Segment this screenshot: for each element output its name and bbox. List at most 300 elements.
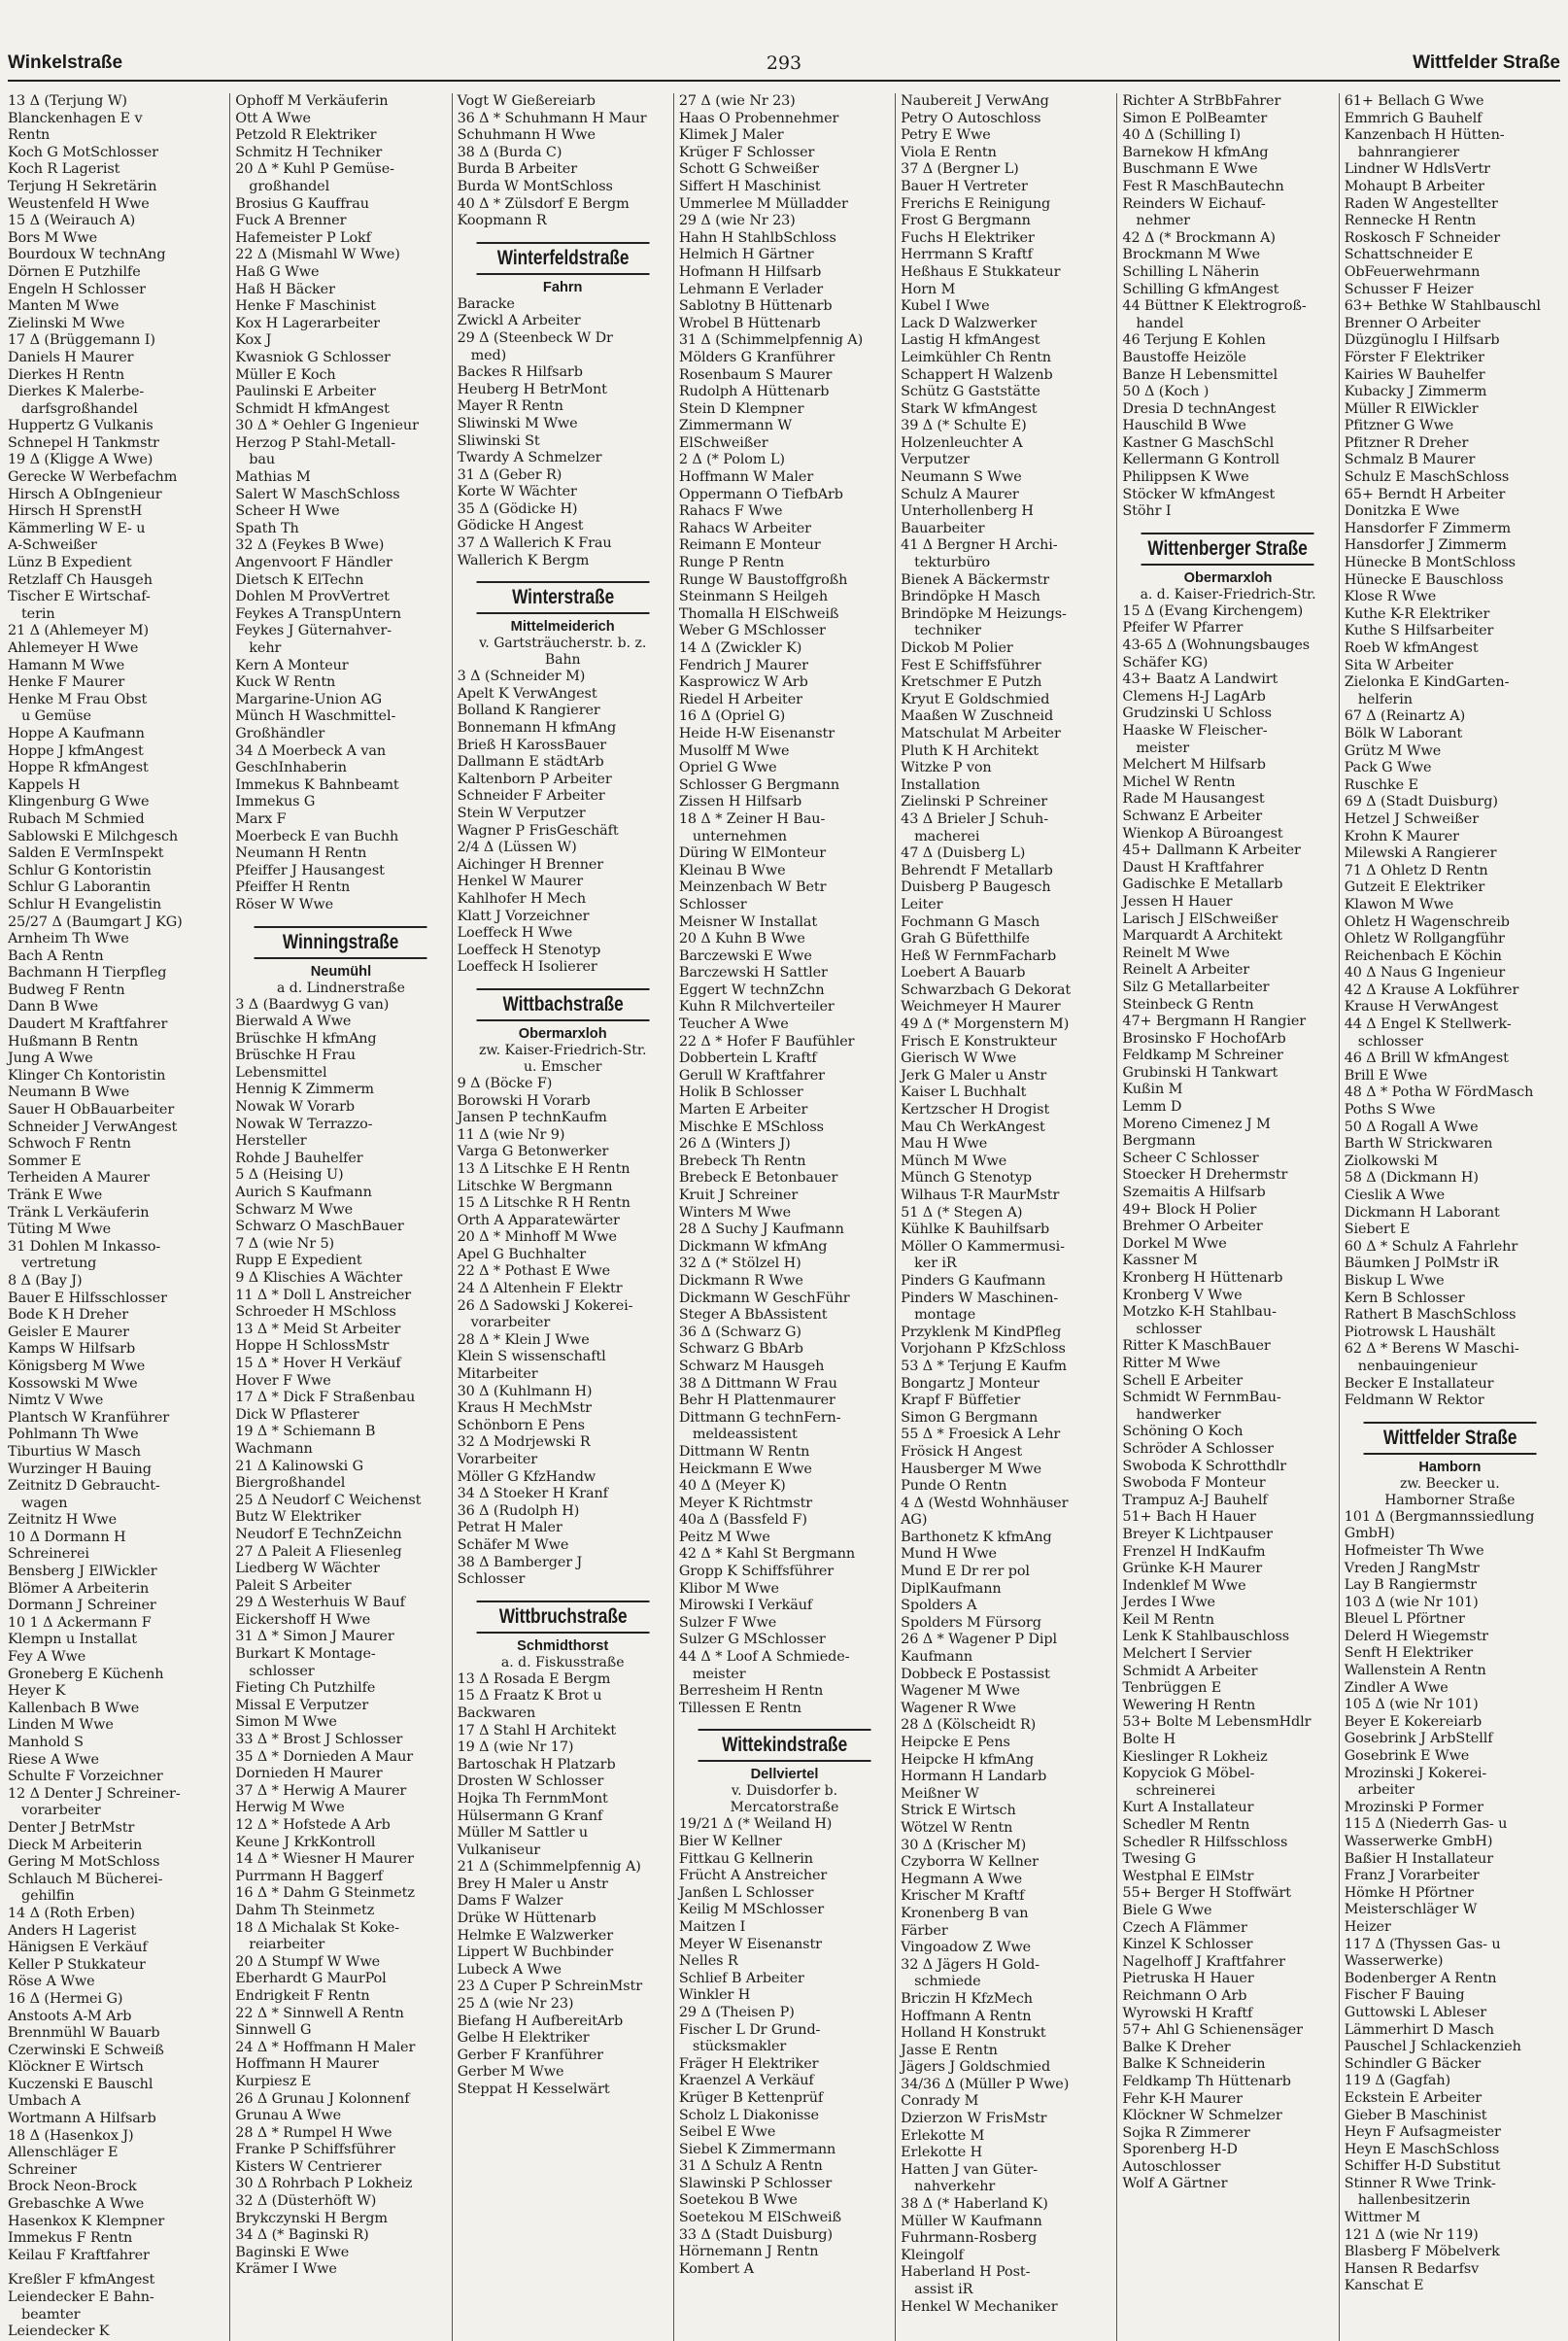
- entry-line: A-Schweißer: [8, 537, 97, 554]
- entry-line: Weber G MSchlosser: [678, 623, 826, 639]
- entry-continuation: montage: [914, 1307, 976, 1324]
- entry-line: Melchert I Servier: [1122, 1646, 1252, 1663]
- entry-line: Punde O Rentn: [901, 1478, 1007, 1495]
- entry-line: Klingenburg G Wwe: [8, 794, 150, 810]
- entry-line: Lämmerhirt D Masch: [1344, 2021, 1494, 2038]
- entry-line: Kossowski M Wwe: [8, 1375, 138, 1392]
- entry-line: Dzierzon W FrisMstr: [901, 2111, 1047, 2127]
- entry-line: Hoppe A Kaufmann: [8, 725, 145, 741]
- entry-line: Möller O Kammermusi-: [901, 1238, 1065, 1255]
- entry-line: Schreiner: [8, 2161, 77, 2178]
- house-number-line: 24 Δ Altenhein F Elektr: [457, 1281, 623, 1297]
- house-number-line: 16 Δ * Dahm G Steinmetz: [235, 1885, 415, 1902]
- house-number-line: 14 Δ (Zwickler K): [678, 640, 802, 656]
- entry-line: Kertzscher H Drogist: [901, 1102, 1050, 1119]
- entry-continuation: schlosser: [1136, 1321, 1202, 1337]
- entry-line: Meyer W Eisenanstr: [678, 1936, 822, 1952]
- entry-line: Frost G Bergmann: [901, 213, 1031, 229]
- entry-line: Marquardt A Architekt: [1122, 928, 1282, 945]
- entry-line: Brosius G Kauffrau: [235, 195, 369, 212]
- entry-line: Schell E Arbeiter: [1122, 1372, 1244, 1389]
- entry-line: Dobbertein L Kraftf: [678, 1050, 817, 1067]
- directory-columns: [8, 93, 1560, 2340]
- entry-line: Dohlen M ProvVertret: [235, 589, 390, 605]
- entry-line: Fuhrmann-Rosberg: [901, 2230, 1038, 2247]
- entry-line: Bolte H: [1122, 1732, 1176, 1748]
- entry-line: Feldkamp M Schreiner: [1122, 1048, 1283, 1064]
- house-number-line: 53 Δ * Terjung E Kaufm: [901, 1358, 1067, 1374]
- entry-line: Rentn: [8, 127, 51, 144]
- entry-line: Dormann J Schreiner: [8, 1598, 156, 1614]
- entry-line: Kronberg V Wwe: [1122, 1287, 1243, 1303]
- entry-line: Kern B Schlosser: [1344, 1290, 1465, 1306]
- entry-line: Kronenberg B van: [901, 1905, 1029, 1921]
- entry-line: Dallmann E städtArb: [457, 754, 604, 771]
- entry-line: Fuchs H Elektriker: [901, 229, 1035, 246]
- entry-line: Brykczynski H Bergm: [235, 2210, 388, 2226]
- entry-line: Kox J: [235, 332, 272, 349]
- entry-line: Horn M: [901, 281, 956, 297]
- entry-line: Sojka R Zimmerer: [1122, 2124, 1250, 2141]
- entry-line: Stark W kfmAngest: [901, 400, 1038, 417]
- house-number-line: 15 Δ (Evang Kirchengem): [1122, 602, 1304, 619]
- entry-line: Lubeck A Wwe: [457, 1961, 562, 1978]
- entry-line: Zissen H Hilfsarb: [678, 794, 802, 810]
- entry-line: Sinnwell G: [235, 2022, 312, 2039]
- entry-line: Zielinski P Schreiner: [901, 794, 1048, 810]
- house-number-line: 65+ Berndt H Arbeiter: [1344, 486, 1506, 502]
- entry-line: Ott A Wwe: [235, 110, 311, 126]
- entry-line: Brebeck E Betonbauer: [678, 1170, 838, 1187]
- entry-line: Heide H-W Eisenanstr: [678, 725, 835, 741]
- entry-line: Duisberg P Baugesch: [901, 879, 1051, 896]
- house-number-line: 32 Δ (* Stölzel H): [678, 1256, 801, 1272]
- entry-line: Lastig H kfmAngest: [901, 332, 1040, 349]
- house-number-line: 35 Δ * Dornieden A Maur: [235, 1748, 414, 1765]
- house-number-line: 49 Δ (* Morgenstern M): [901, 1016, 1070, 1033]
- entry-line: Rahacs F Wwe: [678, 503, 783, 520]
- entry-line: Musolff M Wwe: [678, 742, 790, 759]
- entry-line: Mitarbeiter: [457, 1366, 538, 1383]
- entry-line: Moreno Cimenez J M: [1122, 1116, 1271, 1132]
- entry-line: Ziolkowski M: [1344, 1153, 1439, 1169]
- house-number-line: 60 Δ * Schulz A Fahrlehr: [1344, 1238, 1518, 1255]
- entry-line: Sulzer G MSchlosser: [678, 1632, 826, 1648]
- entry-line: Wötzel W Rentn: [901, 1819, 1013, 1836]
- entry-line: Philippsen K Wwe: [1122, 469, 1249, 486]
- entry-line: Terjung H Sekretärin: [8, 178, 157, 194]
- entry-line: Kieslinger R Lokheiz: [1122, 1748, 1268, 1765]
- entry-line: Meisterschläger W: [1344, 1902, 1478, 1918]
- entry-line: Schuhmann H Wwe: [457, 127, 596, 144]
- entry-line: Installation: [901, 776, 980, 793]
- entry-line: Zindler A Wwe: [1344, 1679, 1449, 1696]
- entry-line: Runge P Rentn: [678, 555, 785, 571]
- entry-line: Ohletz H Wagenschreib: [1344, 913, 1510, 930]
- street-range-note: zw. Beecker u.: [1400, 1475, 1500, 1492]
- entry-line: Schedler M Rentn: [1122, 1817, 1250, 1833]
- house-number-line: 31 Dohlen M Inkasso-: [8, 1238, 161, 1255]
- house-number-line: 62 Δ * Berens W Maschi-: [1344, 1341, 1519, 1358]
- entry-line: Huppertz G Vulkanis: [8, 418, 153, 434]
- entry-line: Dornieden H Maurer: [235, 1766, 383, 1782]
- house-number-line: 40 Δ * Zülsdorf E Bergm: [457, 195, 630, 212]
- entry-line: Ruschke E: [1344, 776, 1418, 793]
- entry-line: Hofmeister Th Wwe: [1344, 1542, 1484, 1559]
- entry-line: Rubach M Schmied: [8, 810, 145, 827]
- entry-line: Schott G Schweißer: [678, 161, 819, 178]
- entry-line: Tränk E Wwe: [8, 1188, 103, 1203]
- house-number-line: 43 Δ Brieler J Schuh-: [901, 810, 1048, 827]
- entry-line: Wallenstein A Rentn: [1344, 1663, 1486, 1679]
- entry-line: Heuberg H BetrMont: [457, 381, 607, 397]
- entry-line: Kappels H: [8, 776, 81, 793]
- house-number-line: 19 Δ (wie Nr 17): [457, 1739, 574, 1756]
- entry-line: Marten E Arbeiter: [678, 1102, 808, 1119]
- entry-line: Schwarzbach G Dekorat: [901, 981, 1072, 998]
- entry-line: Bode K H Dreher: [8, 1307, 129, 1324]
- entry-line: Gerull W Kraftfahrer: [678, 1067, 825, 1084]
- entry-line: Heßhaus E Stukkateur: [901, 263, 1061, 280]
- entry-line: Hojka Th FernmMont: [457, 1790, 608, 1807]
- entry-line: Siffert H Maschinist: [678, 178, 821, 194]
- house-number-line: 44 Δ * Loof A Schmiede-: [678, 1649, 850, 1666]
- entry-line: Reichmann O Arb: [1122, 1987, 1247, 2004]
- entry-line: Schmidt W FernmBau-: [1122, 1390, 1281, 1406]
- house-number-line: 50 Δ Rogall A Wwe: [1344, 1119, 1479, 1135]
- house-number-line: 17 Δ (Brüggemann I): [8, 332, 155, 349]
- entry-line: Gosebrink E Wwe: [1344, 1748, 1470, 1765]
- entry-continuation: tekturbüro: [914, 555, 991, 571]
- entry-line: Kallenbach B Wwe: [8, 1700, 140, 1716]
- entry-line: Kruit J Schreiner: [678, 1188, 799, 1203]
- entry-line: Immekus K Bahnbeamt: [235, 776, 399, 793]
- district-name: Hamborn: [1418, 1459, 1482, 1475]
- house-number-line: 26 Δ Grunau J Kolonnenf: [235, 2090, 410, 2107]
- entry-line: Czyborra W Kellner: [901, 1854, 1039, 1871]
- entry-line: Rudolph A Hüttenarb: [678, 384, 830, 400]
- entry-line: Schappert H Walzenb: [901, 366, 1053, 383]
- entry-line: Hausberger M Wwe: [901, 1461, 1042, 1477]
- entry-line: Münch H Waschmittel-: [235, 708, 396, 725]
- entry-line: Sablotny B Hüttenarb: [678, 298, 833, 315]
- entry-line: Paleit S Arbeiter: [235, 1577, 352, 1594]
- house-number-line: 19/21 Δ (* Weiland H): [678, 1816, 833, 1833]
- entry-line: Hußmann B Rentn: [8, 1033, 139, 1050]
- entry-line: Bölk W Laborant: [1344, 725, 1463, 741]
- entry-line: Fieting Ch Putzhilfe: [235, 1680, 376, 1697]
- house-number-line: 41 Δ Bergner H Archi-: [901, 537, 1058, 554]
- entry-line: Heipcke E Pens: [901, 1735, 1010, 1750]
- entry-line: Roeb W kfmAngest: [1344, 640, 1479, 656]
- entry-line: Brennmühl W Bauarb: [8, 2025, 160, 2042]
- entry-line: Meißner W: [901, 1785, 979, 1802]
- house-number-line: 11 Δ * Doll L Anstreicher: [235, 1287, 412, 1303]
- entry-line: Teucher A Wwe: [678, 1016, 789, 1033]
- entry-line: Nimtz V Wwe: [8, 1393, 104, 1409]
- entry-line: Heipcke H kfmAng: [901, 1751, 1034, 1768]
- entry-line: Litschke W Bergmann: [457, 1178, 613, 1194]
- entry-line: Peitz M Wwe: [678, 1529, 770, 1545]
- entry-line: Heizer: [1344, 1918, 1391, 1935]
- entry-continuation: schreinerei: [1136, 1782, 1215, 1799]
- entry-continuation: techniker: [914, 623, 981, 639]
- entry-line: Jerdes I Wwe: [1122, 1595, 1215, 1611]
- house-number-line: 33 Δ (Stadt Duisburg): [678, 2226, 833, 2243]
- street-range-note: Mercatorstraße: [730, 1800, 839, 1816]
- house-number-line: 29 Δ (Steenbeck W Dr: [457, 329, 613, 346]
- entry-line: Großhändler: [235, 725, 325, 741]
- entry-line: Apel G Buchhalter: [457, 1246, 587, 1262]
- entry-line: Balke K Schneiderin: [1122, 2056, 1266, 2073]
- house-number-line: 13 Δ Rosada E Bergm: [457, 1670, 611, 1687]
- entry-line: Kretschmer E Putzh: [901, 674, 1042, 691]
- entry-line: Pinders W Maschinen-: [901, 1290, 1059, 1306]
- entry-line: Rennecke H Rentn: [1344, 213, 1477, 229]
- entry-line: Loebert A Bauarb: [901, 965, 1026, 981]
- entry-line: Behr H Plattenmaurer: [678, 1393, 835, 1409]
- house-number-line: 22 Δ * Hofer F Baufühler: [678, 1033, 855, 1050]
- entry-line: Czerwinski E Schweiß: [8, 2042, 164, 2058]
- entry-continuation: med): [470, 347, 507, 363]
- entry-line: Kopyciok G Möbel-: [1122, 1766, 1255, 1782]
- entry-line: Schmitz H Techniker: [235, 144, 383, 160]
- entry-continuation: großhandel: [249, 178, 330, 194]
- house-number-line: 33 Δ * Brost J Schlosser: [235, 1732, 403, 1748]
- entry-line: Wrobel B Hüttenarb: [678, 315, 821, 331]
- entry-line: Fest R MaschBautechn: [1122, 178, 1284, 194]
- entry-line: Krohn K Maurer: [1344, 828, 1459, 844]
- entry-line: Mirowski I Verkäuf: [678, 1598, 813, 1614]
- entry-line: Pfeifer W Pfarrer: [1122, 620, 1244, 637]
- entry-line: Plantsch W Kranführer: [8, 1409, 170, 1426]
- entry-line: Baginski E Wwe: [235, 2244, 350, 2260]
- house-number-line: 25 Δ (wie Nr 23): [457, 1996, 574, 2013]
- house-number-line: 27 Δ (wie Nr 23): [678, 93, 796, 109]
- entry-line: Gelbe H Elektriker: [457, 2030, 590, 2047]
- house-number-line: 51 Δ (* Stegen A): [901, 1204, 1023, 1221]
- house-number-line: 16 Δ (Hermei G): [8, 1990, 123, 2007]
- district-name: Neumühl: [310, 963, 372, 980]
- entry-line: Krapf F Büffetier: [901, 1393, 1021, 1409]
- house-number-line: 49+ Block H Polier: [1122, 1201, 1257, 1218]
- entry-continuation: ker iR: [914, 1256, 957, 1272]
- entry-line: Hänigsen E Verkäuf: [8, 1940, 148, 1956]
- entry-line: Schedler R Hilfsschloss: [1122, 1834, 1288, 1850]
- entry-line: Hoppe R kfmAngest: [8, 760, 149, 776]
- entry-line: Feldmann W Rektor: [1344, 1393, 1484, 1409]
- house-number-line: 27 Δ Paleit A Fliesenleg: [235, 1543, 402, 1560]
- entry-line: Leiendecker E Bahn-: [8, 2289, 154, 2305]
- entry-line: Heß W FernmFacharb: [901, 947, 1057, 964]
- entry-line: Spolders A: [901, 1598, 977, 1614]
- house-number-line: 42 Δ * Kahl St Bergmann: [678, 1546, 856, 1563]
- entry-line: Pauschel J Schlackenzieh: [1344, 2039, 1521, 2055]
- entry-line: Beyer E Kokereiarb: [1344, 1713, 1483, 1730]
- entry-line: Brill E Wwe: [1344, 1067, 1428, 1084]
- entry-line: Bourdoux W technAng: [8, 247, 166, 263]
- entry-line: Jasse E Rentn: [901, 2042, 998, 2058]
- house-number-line: 18 Δ * Zeiner H Bau-: [678, 810, 826, 827]
- entry-line: Arnheim Th Wwe: [8, 931, 129, 947]
- entry-line: Ummerlee M Mülladder: [678, 195, 848, 212]
- entry-continuation: helferin: [1357, 691, 1413, 707]
- entry-line: Steinbeck G Rentn: [1122, 996, 1254, 1013]
- entry-line: Wurzinger H Bauing: [8, 1461, 152, 1477]
- entry-line: Kinzel K Schlosser: [1122, 1937, 1253, 1953]
- entry-line: Hafemeister P Lokf: [235, 229, 371, 246]
- entry-line: Unterhollenberg H: [901, 503, 1034, 520]
- entry-line: Nowak W Terrazzo-: [235, 1116, 373, 1132]
- entry-line: Gropp K Schiffsführer: [678, 1564, 835, 1580]
- entry-line: Manten M Wwe: [8, 298, 119, 315]
- entry-line: Conrady M: [901, 2093, 979, 2110]
- entry-line: Wagener M Wwe: [901, 1683, 1020, 1700]
- entry-line: Petrat H Maler: [457, 1520, 562, 1536]
- street-range-note: a. d. Fiskusstraße: [500, 1654, 625, 1670]
- entry-line: Neumann S Wwe: [901, 469, 1022, 486]
- house-number-line: 105 Δ (wie Nr 101): [1344, 1697, 1479, 1713]
- entry-line: Eggert W technZchn: [678, 981, 825, 998]
- entry-line: Fey A Wwe: [8, 1649, 86, 1666]
- entry-line: Holzenleuchter A: [901, 434, 1023, 451]
- entry-line: Heyer K: [8, 1683, 66, 1700]
- entry-line: Zielonka E KindGarten-: [1344, 674, 1510, 691]
- entry-line: Kämmerling W E- u: [8, 520, 146, 536]
- entry-line: Baustoffe Heizöle: [1122, 349, 1246, 365]
- entry-line: Kisters W Centrierer: [235, 2158, 382, 2175]
- entry-line: Viola E Rentn: [901, 144, 997, 160]
- entry-line: Petry E Wwe: [901, 127, 991, 144]
- entry-line: Loeffeck H Isolierer: [457, 959, 597, 976]
- entry-line: Stoecker H Drehermstr: [1122, 1167, 1288, 1184]
- entry-line: Gering M MotSchloss: [8, 1854, 160, 1871]
- entry-line: Dittmann G technFern-: [678, 1409, 841, 1426]
- house-number-line: 12 Δ Denter J Schreiner-: [8, 1785, 181, 1802]
- entry-line: Clemens H-J LagArb: [1122, 688, 1266, 705]
- entry-line: Gadischke E Metallarb: [1122, 877, 1283, 893]
- header-last-street: Wittfelder Straße: [1413, 52, 1560, 73]
- entry-line: Frerichs E Reinigung: [901, 195, 1051, 212]
- entry-line: Drüke W Hüttenarb: [457, 1911, 597, 1927]
- entry-line: Schlosser: [457, 1571, 526, 1588]
- entry-line: Keilig M MSchlosser: [678, 1902, 825, 1918]
- entry-line: Meisner W Installat: [678, 913, 818, 930]
- entry-line: Schroeder H MSchloss: [235, 1304, 396, 1321]
- entry-line: Kanzenbach H Hütten-: [1344, 127, 1505, 144]
- entry-line: Stinner R Wwe Trink-: [1344, 2175, 1496, 2191]
- entry-line: Schreinerei: [8, 1546, 89, 1563]
- entry-line: Kubacky J Zimmerm: [1344, 384, 1487, 400]
- entry-line: Hoppe H SchlossMstr: [235, 1338, 390, 1355]
- entry-line: Jung A Wwe: [8, 1050, 93, 1067]
- entry-line: Mölders G Kranführer: [678, 349, 835, 365]
- house-number-line: 50 Δ (Koch ): [1122, 384, 1210, 400]
- entry-line: Bier W Kellner: [678, 1834, 782, 1849]
- entry-continuation: wagen: [21, 1495, 68, 1511]
- entry-line: Frisch E Konstrukteur: [901, 1033, 1057, 1050]
- entry-line: Pfitzner R Dreher: [1344, 434, 1469, 451]
- house-number-line: 17 Δ Stahl H Architekt: [457, 1722, 617, 1739]
- entry-line: Grütz M Wwe: [1344, 742, 1442, 759]
- entry-line: Mayer R Rentn: [457, 398, 563, 415]
- entry-line: Röse A Wwe: [8, 1974, 95, 1990]
- entry-line: Borowski H Vorarb: [457, 1092, 591, 1109]
- entry-line: Barthonetz K kfmAng: [901, 1529, 1052, 1545]
- entry-line: Lindner W HdlsVertr: [1344, 161, 1490, 178]
- entry-line: Krämer I Wwe: [235, 2261, 337, 2278]
- entry-line: Manhold S: [8, 1735, 84, 1750]
- entry-line: Schneider F Arbeiter: [457, 788, 605, 805]
- entry-line: Hoffmann W Maler: [678, 469, 814, 486]
- entry-line: Pietruska H Hauer: [1122, 1971, 1254, 1987]
- house-number-line: 5 Δ (Heising U): [235, 1167, 344, 1184]
- house-number-line: 11 Δ (wie Nr 9): [457, 1126, 565, 1143]
- entry-line: Jansen P technKaufm: [457, 1110, 607, 1126]
- house-number-line: 28 Δ * Rumpel H Wwe: [235, 2124, 392, 2141]
- entry-line: Tischer E Wirtschaf-: [8, 589, 151, 605]
- entry-line: Ritter M Wwe: [1122, 1355, 1221, 1371]
- entry-line: Pohlmann Th Wwe: [8, 1427, 139, 1443]
- entry-line: Müller M Sattler u: [457, 1825, 589, 1842]
- entry-continuation: meldeassistent: [692, 1427, 798, 1443]
- entry-line: Gerecke W Werbefachm: [8, 469, 178, 486]
- house-number-line: 115 Δ (Niederrh Gas- u: [1344, 1816, 1508, 1833]
- entry-line: Dickmann H Laborant: [1344, 1204, 1500, 1221]
- entry-continuation: vertretung: [21, 1256, 97, 1272]
- entry-line: Vulkaniseur: [457, 1842, 541, 1858]
- entry-line: Blasberg F Möbelverk: [1344, 2244, 1500, 2260]
- entry-line: Hennig K Zimmerm: [235, 1082, 374, 1098]
- entry-line: Emmrich G Bauhelf: [1344, 110, 1483, 126]
- entry-line: Senft H Elektriker: [1344, 1645, 1474, 1662]
- entry-line: Rohde J Bauhelfer: [235, 1150, 363, 1166]
- house-number-line: 117 Δ (Thyssen Gas- u: [1344, 1936, 1501, 1952]
- entry-line: Biergroßhandel: [235, 1475, 346, 1492]
- entry-line: Keil M Rentn: [1122, 1611, 1214, 1628]
- entry-line: Silz G Metallarbeiter: [1122, 979, 1270, 995]
- entry-continuation: terin: [21, 605, 55, 622]
- entry-line: Apelt K VerwAngest: [457, 685, 597, 702]
- entry-line: Lemm D: [1122, 1099, 1182, 1116]
- entry-line: Sliwinski M Wwe: [457, 415, 578, 431]
- entry-line: Schwoch F Rentn: [8, 1136, 131, 1153]
- entry-line: Mohaupt B Arbeiter: [1344, 178, 1484, 194]
- entry-line: Kern A Monteur: [235, 657, 349, 673]
- house-number-line: 47+ Bergmann H Rangier: [1122, 1014, 1307, 1030]
- house-number-line: 20 Δ Kuhn B Wwe: [678, 931, 805, 947]
- entry-line: Tenbrüggen E: [1122, 1680, 1222, 1697]
- entry-line: ElSchweißer: [678, 434, 768, 451]
- entry-line: Dierkes H Rentn: [8, 366, 125, 383]
- house-number-line: 55 Δ * Froesick A Lehr: [901, 1427, 1061, 1443]
- entry-line: Westphal E ElMstr: [1122, 1868, 1254, 1884]
- entry-line: Koch R Lagerist: [8, 161, 120, 178]
- entry-line: Gutzeit E Elektriker: [1344, 879, 1485, 896]
- entry-line: Wasserwerke GmbH): [1344, 1834, 1493, 1849]
- entry-line: Schneider J VerwAngest: [8, 1119, 178, 1135]
- house-number-line: 39 Δ (* Schulte E): [901, 418, 1027, 434]
- entry-line: Dresia D technAngest: [1122, 400, 1277, 417]
- entry-line: Eickershoff H Wwe: [235, 1611, 371, 1628]
- entry-line: Lünz B Expedient: [8, 555, 132, 571]
- entry-line: Düzgünoglu I Hilfsarb: [1344, 332, 1500, 349]
- entry-line: Barth W Strickwaren: [1344, 1136, 1493, 1153]
- entry-line: Melchert M Hilfsarb: [1122, 757, 1266, 774]
- entry-line: Anstoots A-M Arb: [8, 2008, 132, 2024]
- house-number-line: 26 Δ * Wagener P Dipl: [901, 1632, 1057, 1648]
- entry-line: Feykes J Güternahver-: [235, 623, 392, 639]
